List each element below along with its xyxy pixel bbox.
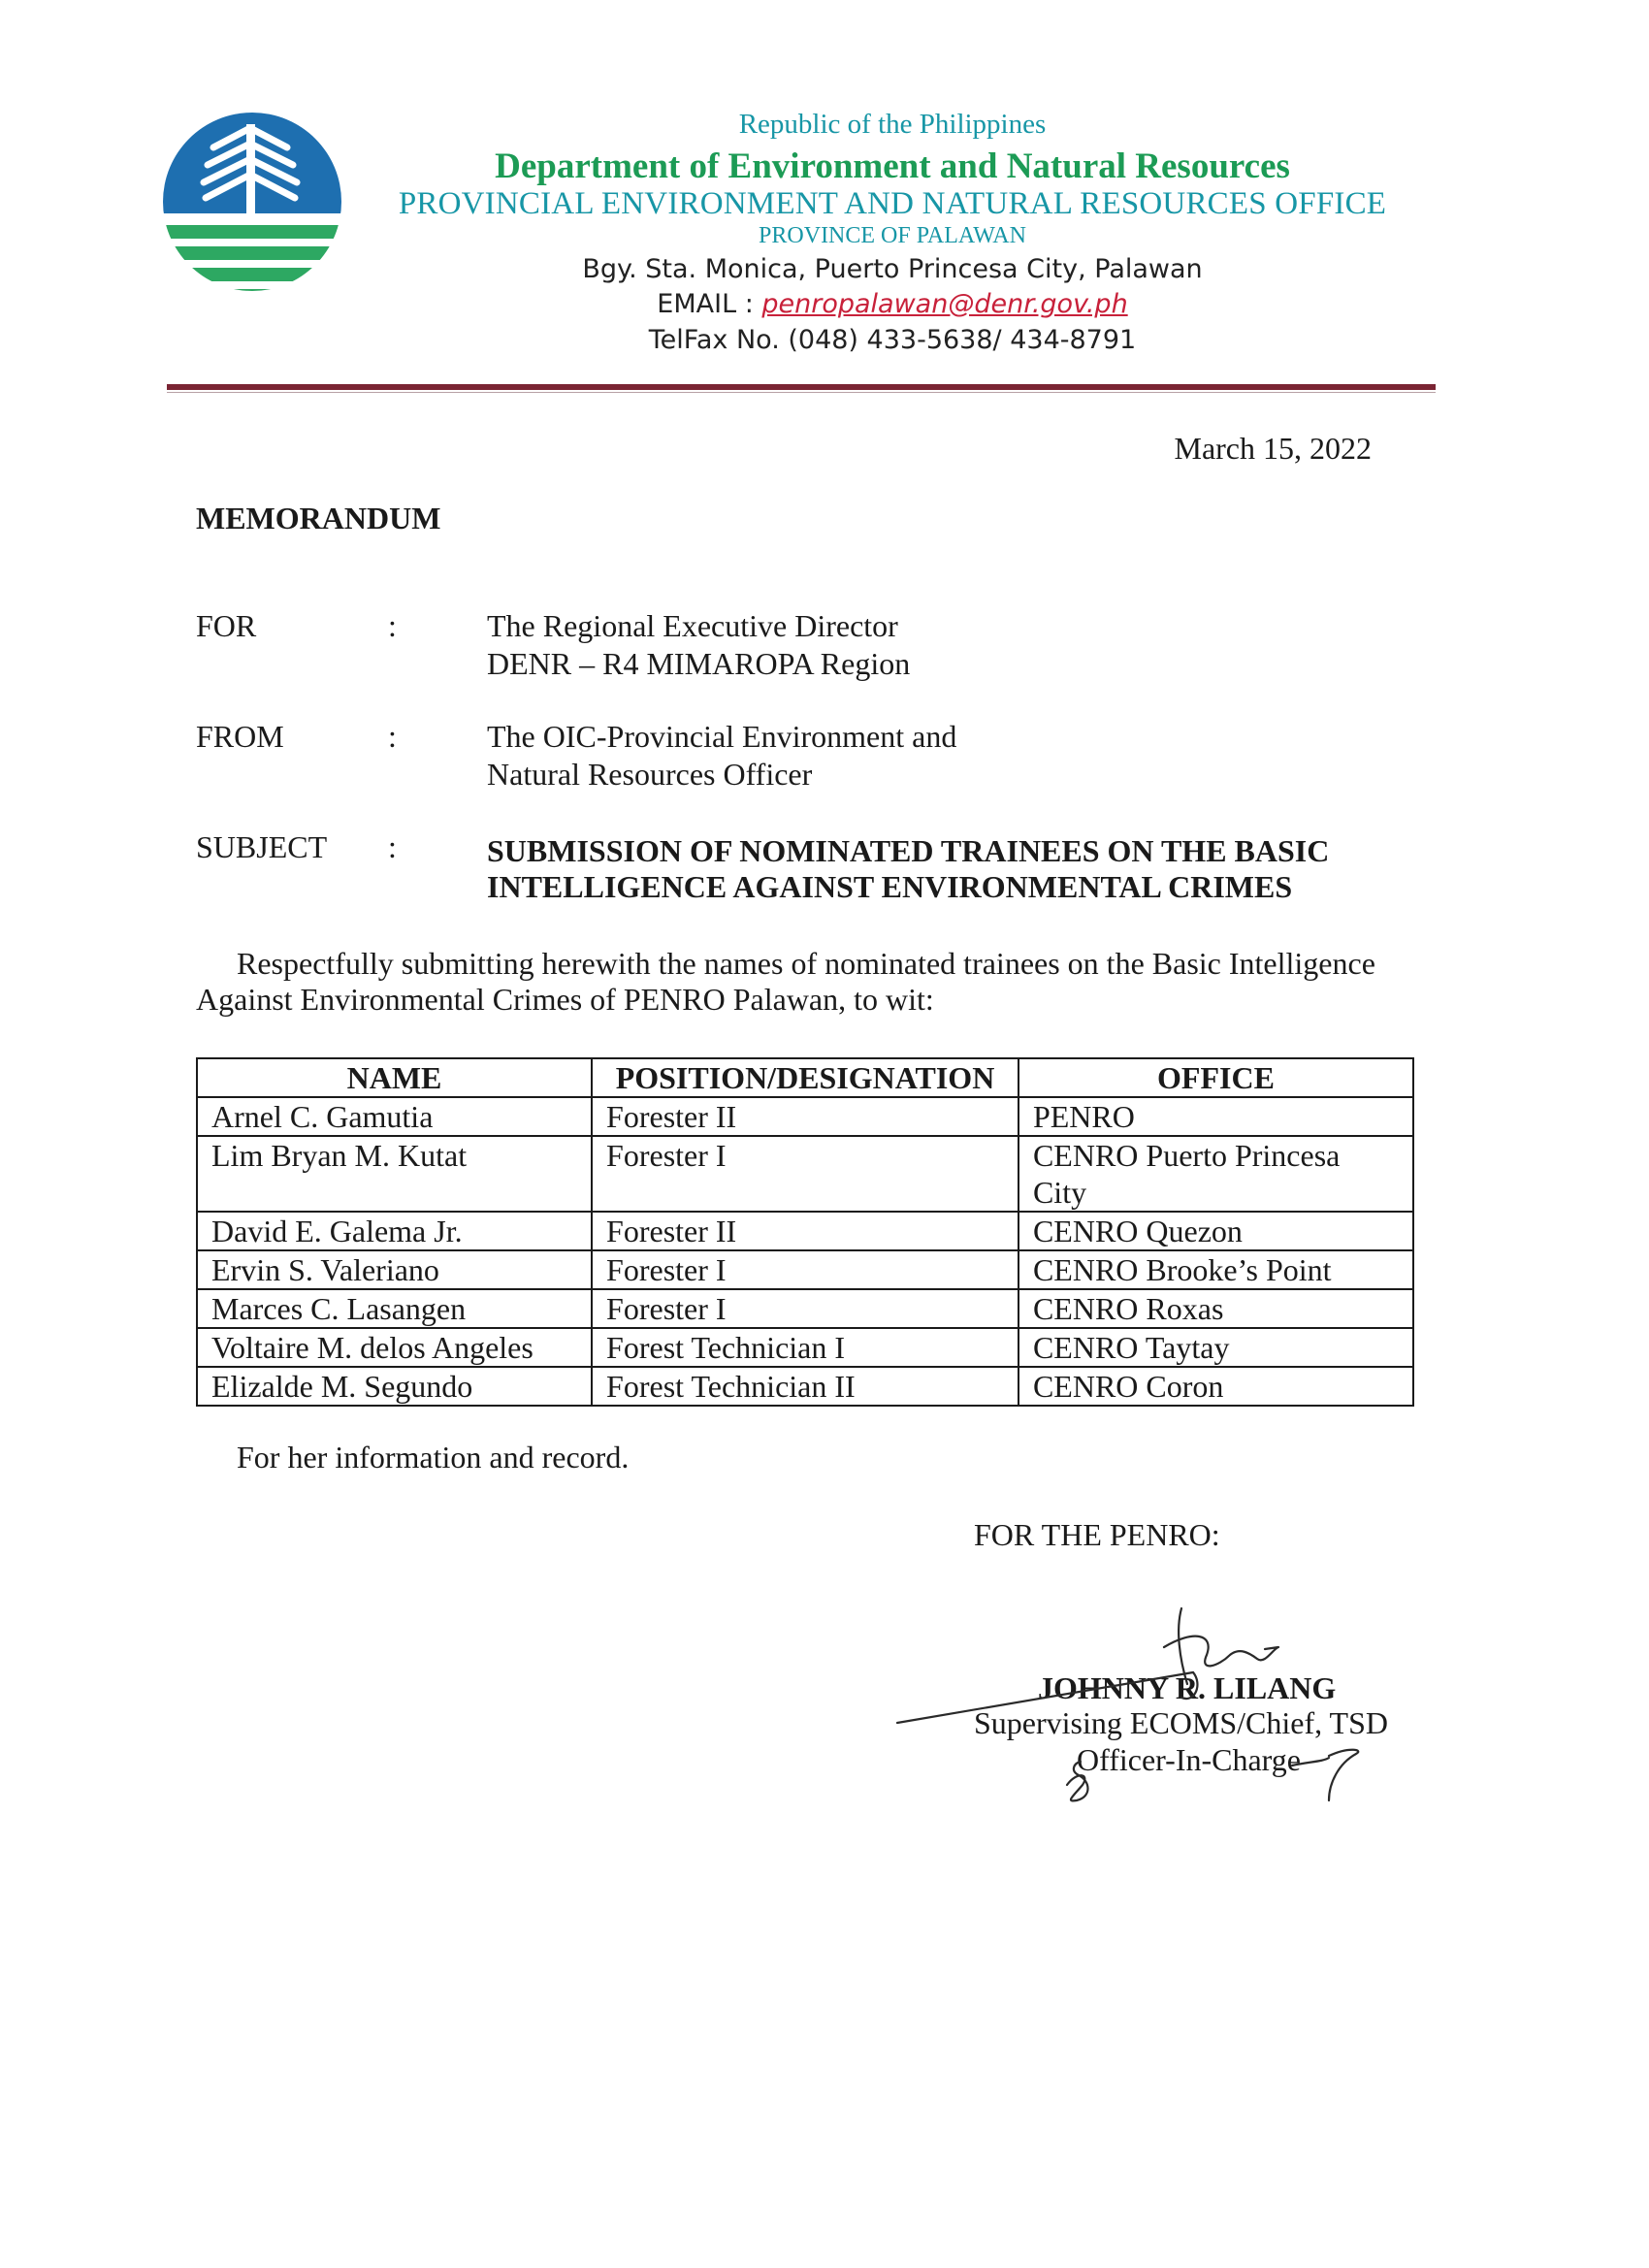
table-row: [197, 1212, 1413, 1250]
table-row: [197, 1136, 1413, 1212]
table-row: [197, 1367, 1413, 1406]
letterhead-republic: Republic of the Philippines: [738, 109, 1047, 140]
cell-office: CENRO Roxas: [1018, 1289, 1413, 1328]
header-name: NAME: [197, 1058, 592, 1097]
cell-office: CENRO Taytay: [1018, 1328, 1413, 1367]
from-line-2: Natural Resources Officer: [487, 757, 813, 792]
cell-position: Forester I: [592, 1136, 1018, 1212]
for-line-1: The Regional Executive Director: [487, 608, 898, 643]
cell-name: Elizalde M. Segundo: [197, 1367, 592, 1406]
from-colon: :: [388, 719, 397, 754]
signatory-name: JOHNNY R. LILANG: [1038, 1670, 1337, 1705]
for-line-2: DENR – R4 MIMAROPA Region: [487, 646, 911, 681]
signatory-role: Officer-In-Charge: [1077, 1742, 1301, 1777]
cell-position: Forest Technician I: [592, 1328, 1018, 1367]
subject-colon: :: [388, 829, 397, 864]
cell-office: CENRO Quezon: [1018, 1212, 1413, 1250]
subject-line-2: INTELLIGENCE AGAINST ENVIRONMENTAL CRIMES: [487, 869, 1293, 904]
table-header-row: [197, 1058, 1413, 1097]
letterhead-office: PROVINCIAL ENVIRONMENT AND NATURAL RESOURCES OFFICE: [398, 186, 1387, 221]
from-label: FROM: [196, 719, 284, 754]
cell-position: Forester I: [592, 1250, 1018, 1289]
for-the-penro: FOR THE PENRO:: [974, 1517, 1220, 1552]
cell-office: CENRO Brooke’s Point: [1018, 1250, 1413, 1289]
table-row: [197, 1289, 1413, 1328]
cell-position: Forester II: [592, 1097, 1018, 1136]
table-row: [197, 1097, 1413, 1136]
letterhead-email-line: [291, 289, 1494, 319]
cell-position: Forester II: [592, 1212, 1018, 1250]
cell-name: Lim Bryan M. Kutat: [197, 1136, 592, 1212]
header-office: OFFICE: [1018, 1058, 1413, 1097]
handwritten-signature: [873, 1591, 1416, 1804]
subject-line-1: SUBMISSION OF NOMINATED TRAINEES ON THE BASIC: [487, 833, 1330, 868]
letterhead-divider: [167, 384, 1436, 390]
cell-position: Forest Technician II: [592, 1367, 1018, 1406]
cell-office: CENRO Puerto Princesa City: [1018, 1136, 1413, 1212]
email-link[interactable]: penropalawan@denr.gov.ph: [761, 289, 1128, 319]
table-row: [197, 1250, 1413, 1289]
intro-paragraph-line-1: Respectfully submitting herewith the names of nominated trainees on the Basic Intelligence: [237, 946, 1375, 981]
letterhead-department: Department of Environment and Natural Resources: [495, 146, 1290, 186]
intro-paragraph-line-2: Against Environmental Crimes of PENRO Palawan, to wit:: [196, 982, 934, 1017]
header-position: POSITION/DESIGNATION: [592, 1058, 1018, 1097]
closing-line: For her information and record.: [237, 1440, 630, 1474]
cell-name: Arnel C. Gamutia: [197, 1097, 592, 1136]
table-row: [197, 1328, 1413, 1367]
cell-position: Forester I: [592, 1289, 1018, 1328]
cell-name: Voltaire M. delos Angeles: [197, 1328, 592, 1367]
email-label: EMAIL :: [657, 289, 762, 319]
from-line-1: The OIC-Provincial Environment and: [487, 719, 957, 754]
cell-name: Marces C. Lasangen: [197, 1289, 592, 1328]
memo-date: March 15, 2022: [1174, 431, 1372, 466]
memo-heading: MEMORANDUM: [196, 501, 441, 535]
cell-name: Ervin S. Valeriano: [197, 1250, 592, 1289]
letterhead-divider-thin: [167, 392, 1436, 393]
cell-office: PENRO: [1018, 1097, 1413, 1136]
for-colon: :: [388, 608, 397, 643]
letterhead-address: Bgy. Sta. Monica, Puerto Princesa City, Palawan: [582, 254, 1203, 284]
subject-label: SUBJECT: [196, 829, 328, 864]
letterhead-telfax: TelFax No. (048) 433-5638/ 434-8791: [648, 325, 1137, 355]
cell-name: David E. Galema Jr.: [197, 1212, 592, 1250]
for-label: FOR: [196, 608, 257, 643]
cell-office: CENRO Coron: [1018, 1367, 1413, 1406]
trainees-table: [196, 1057, 1414, 1407]
letterhead-province: PROVINCE OF PALAWAN: [759, 223, 1026, 248]
signatory-position: Supervising ECOMS/Chief, TSD: [974, 1705, 1388, 1740]
